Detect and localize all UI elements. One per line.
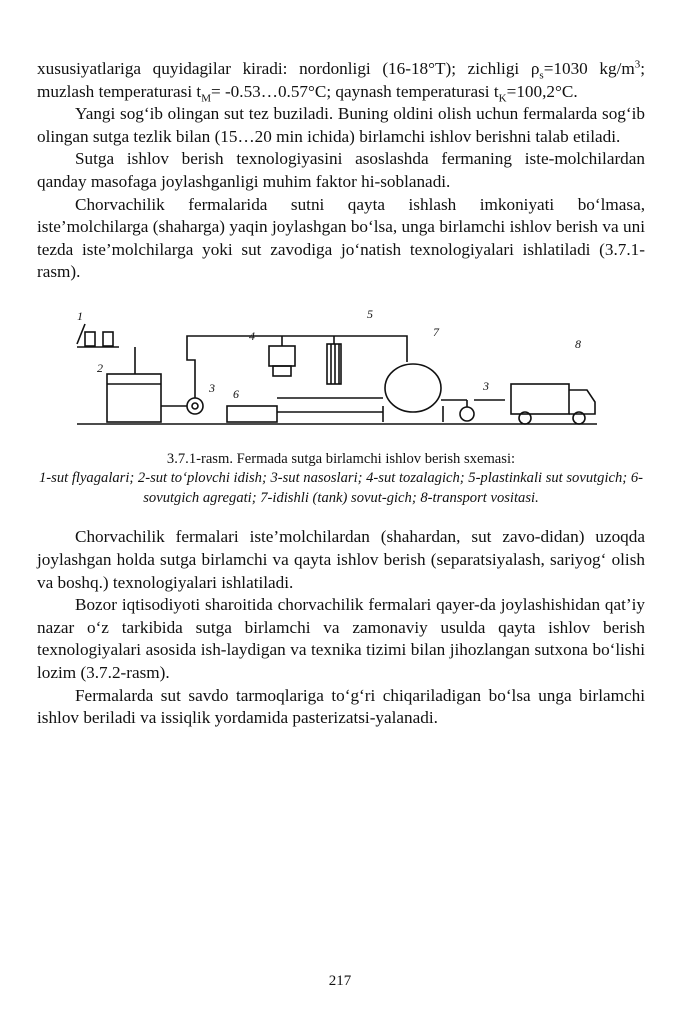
paragraph-market-economy: Bozor iqtisodiyoti sharoitida chorvachilik fermalari qayer-da joylashishidan qat’iy nazar o‘z tarkibida sutga birlamchi va zamonaviy usulda qayta ishlov berish texnologiyalari asosida ish-laydigan va texnika tizimi bilan jihozlangan sutxona bo‘lishi lozim (3.7.2-rasm).: [37, 595, 645, 682]
milk-processing-scheme: [37, 302, 645, 442]
label-6: 6: [233, 386, 239, 401]
label-7: 7: [433, 324, 439, 339]
text-run: ; muzlash temperaturasi t: [37, 59, 645, 101]
label-3: 3: [209, 380, 215, 395]
text-run: =100,2°C.: [506, 81, 578, 101]
paragraph-technology-basis: Sutga ishlov berish texnologiyasini asoslashda fermaning iste-molchilardan qanday masofaga joylashganligi muhim faktor hi-soblanadi.: [37, 149, 645, 191]
subscript: K: [498, 92, 507, 105]
plate-cooler: [327, 336, 341, 384]
page-number: 217: [328, 973, 352, 989]
caption-legend: 1-sut flyagalari; 2-sut to‘plovchi idish; 3-sut nasoslari; 4-sut tozalagich; 5-plastinkali sut sovutgich; 6-sovutgich agregati; 7-idishli (tank) sovut-gich; 8-transport vositasi.: [39, 470, 643, 506]
text-run: xususiyatlariga quyidagilar kiradi: nordonligi (16-18°T); zichligi ρ: [37, 59, 540, 78]
label-4: 4: [249, 328, 255, 343]
page-body: [37, 58, 645, 730]
caption-title: 3.7.1-rasm. Fermada sutga birlamchi ishlov berish sxemasi:: [166, 450, 516, 467]
paragraph-pasteurization: Fermalarda sut savdo tarmoqlariga to‘g‘ri chiqariladigan bo‘lsa unga birlamchi ishlov beriladi va issiqlik yordamida pasterizatsi-yalanadi.: [37, 685, 645, 728]
cooling-unit: [227, 398, 383, 422]
collecting-tank: [107, 347, 161, 422]
text-run: =1030 kg/m: [543, 59, 635, 78]
paragraph-fresh-milk: Yangi sog‘ib olingan sut tez buziladi. Buning oldini olish uchun fermalarda sog‘ib olingan sutga tezlik bilan (15…20 min ichida) birlamchi ishlov berishni talab etiladi.: [37, 104, 645, 146]
paragraph-properties: [37, 58, 645, 103]
text-run: = -0.53…0.57°C; qaynash temperaturasi t: [210, 81, 499, 101]
pump-1: [161, 398, 203, 414]
label-8: 8: [575, 336, 581, 351]
superscript: 3: [634, 58, 641, 71]
milk-cleaner: [269, 336, 295, 376]
transport-truck: [511, 384, 595, 424]
figure-3-7-1: [37, 302, 645, 442]
milk-flasks: [77, 324, 119, 347]
label-3b: 3: [483, 378, 489, 393]
pipeline: [187, 336, 407, 398]
paragraph-remote-farms: Chorvachilik fermalari iste’molchilardan (shahardan, sut zavo-didan) uzoqda joylashgan holda sutga birlamchi va qayta ishlov berish (separatsiyalash, sariyog‘ olish va boshq.) texnologiyalari ishlatiladi.: [37, 527, 645, 592]
figure-caption: [37, 450, 645, 509]
label-5: 5: [367, 306, 373, 321]
subscript: s: [539, 69, 544, 82]
pump-2: [441, 400, 505, 421]
tank-cooler: [383, 364, 443, 422]
paragraph-no-processing: Chorvachilik fermalarida sutni qayta ishlash imkoniyati bo‘lmasa, iste’molchilarga (shaharga) yaqin joylashgan bo‘lsa, unga birlamchi ishlov berish va uni tezda iste’molchilarga yoki sut zavodiga jo‘natish texnologiyalari ishlatiladi (3.7.1-rasm).: [37, 194, 645, 282]
subscript: M: [201, 92, 211, 105]
label-2: 2: [97, 360, 103, 375]
label-1: 1: [77, 308, 83, 323]
section-bottom: [37, 526, 645, 729]
